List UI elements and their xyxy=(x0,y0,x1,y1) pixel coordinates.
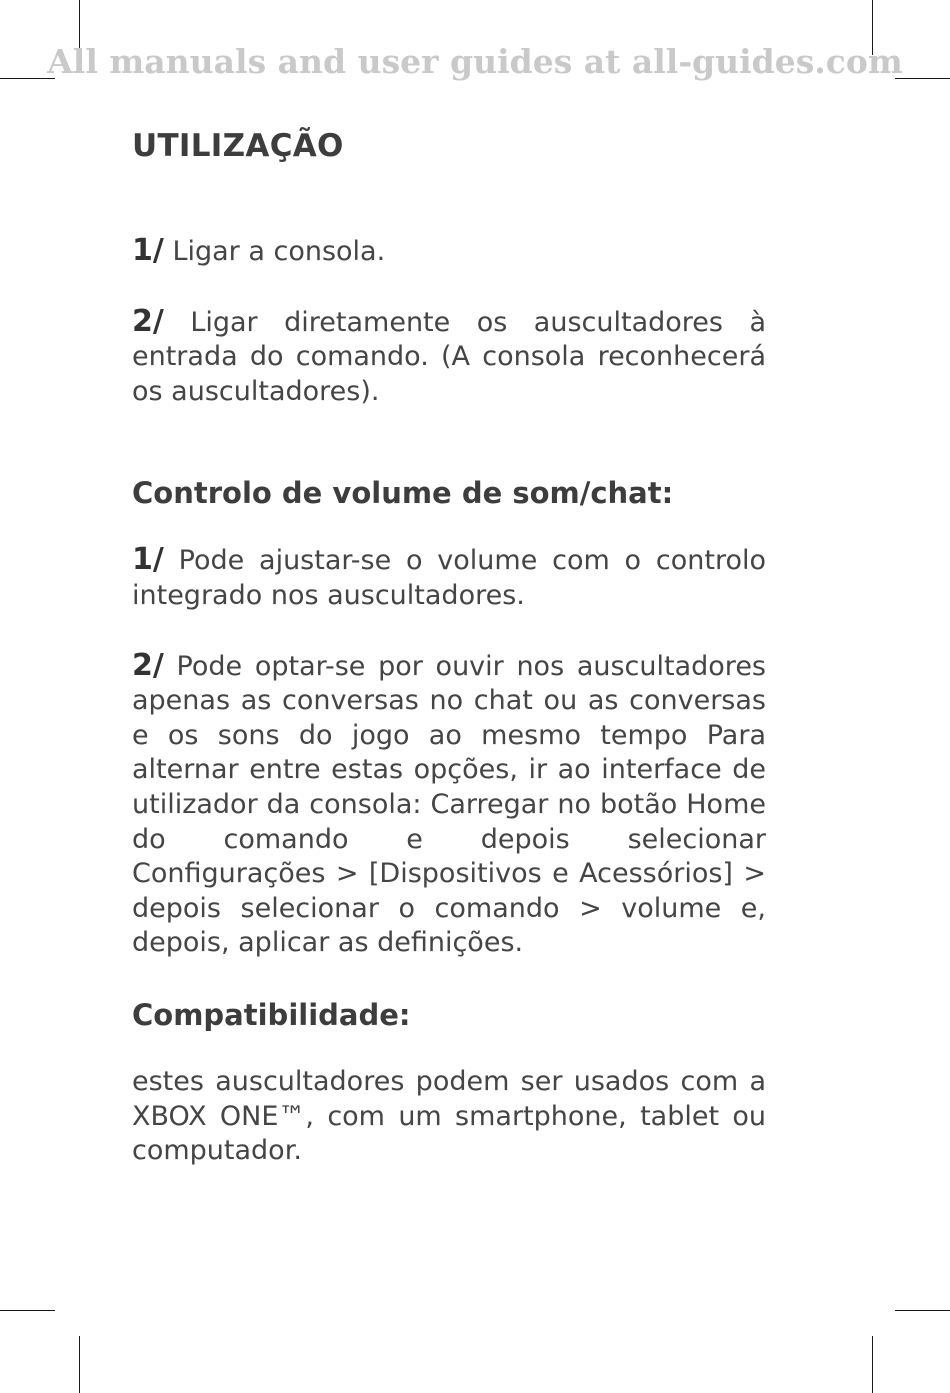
step-text: Ligar a consola. xyxy=(172,236,386,267)
crop-mark xyxy=(895,1310,950,1311)
document-body xyxy=(132,126,766,1169)
step-text: Pode optar-se por ouvir nos auscultadores apenas as conversas no chat ou as conversas e os sons do jogo ao mesmo tempo Para alternar entre estas opções, ir ao interface de utilizador da consola: Carregar no botão Home do comando e depois selecionar Configurações > [Dispositivos e Acessórios] > depois selecionar o comando > volume e, depois, aplicar as definições. xyxy=(132,650,766,959)
watermark: All manuals and user guides at all-guides.com xyxy=(47,42,903,81)
compat-text: estes auscultadores podem ser usados com a XBOX ONE™, com um smartphone, tablet ou computador. xyxy=(132,1065,766,1167)
volume-step xyxy=(132,543,766,613)
step-number: 1/ xyxy=(132,542,164,578)
usage-step xyxy=(132,234,766,270)
step-text: Ligar diretamente os auscultadores à entrada do comando. (A consola reconhecerá os auscultadores). xyxy=(132,306,766,407)
crop-mark xyxy=(0,1310,55,1311)
volume-heading: Controlo de volume de som/chat: xyxy=(132,476,674,511)
step-number: 2/ xyxy=(132,647,164,683)
volume-step xyxy=(132,649,766,961)
compat-heading: Compatibilidade: xyxy=(132,997,411,1032)
step-text: Pode ajustar-se o volume com o controlo integrado nos auscultadores. xyxy=(132,545,766,611)
usage-step xyxy=(132,305,766,410)
crop-mark xyxy=(79,1336,80,1393)
crop-mark xyxy=(872,1336,873,1393)
step-number: 1/ xyxy=(132,233,164,268)
page-title: UTILIZAÇÃO xyxy=(132,128,344,164)
step-number: 2/ xyxy=(132,303,164,339)
